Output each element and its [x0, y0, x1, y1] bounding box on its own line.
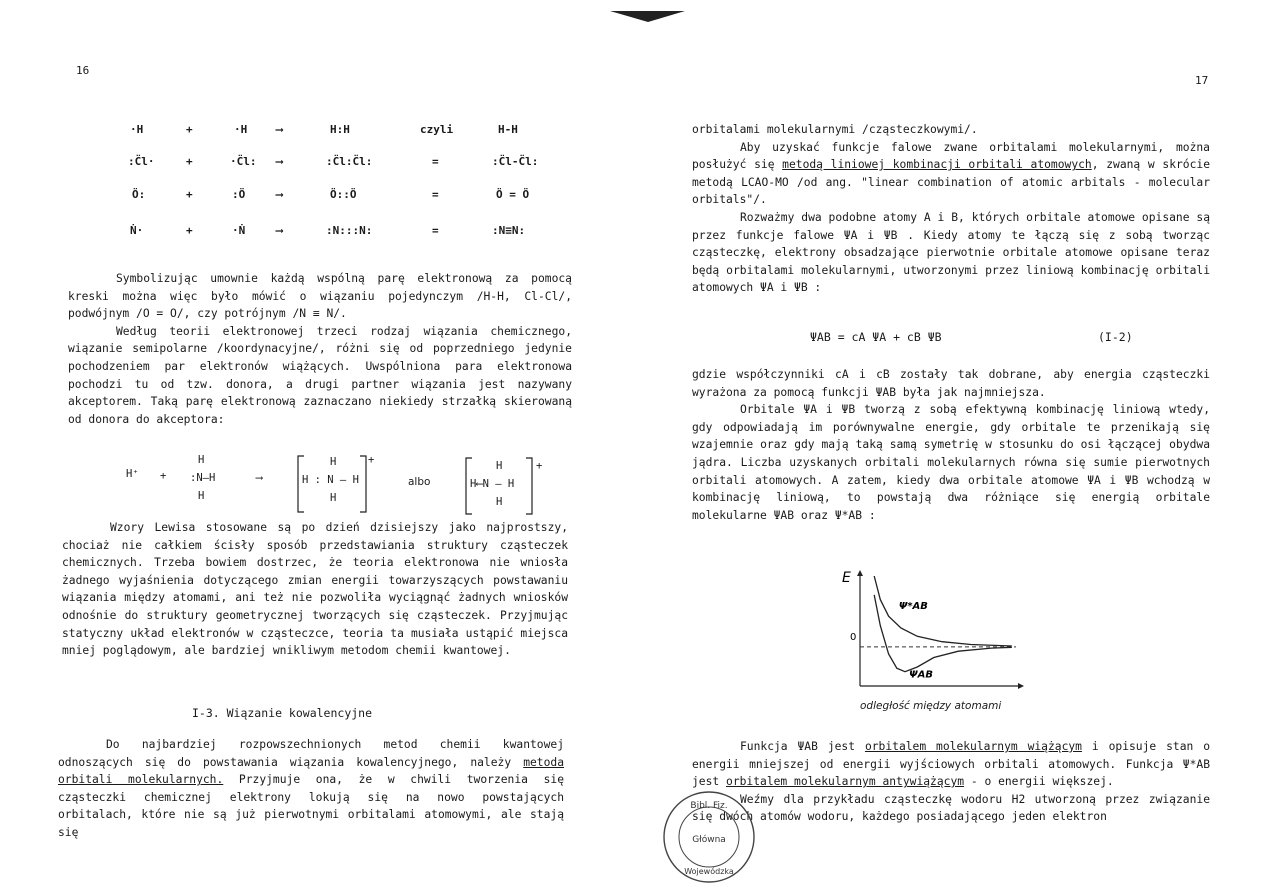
- atom-label: H: [198, 490, 205, 502]
- equiv-word: czyli: [420, 123, 454, 136]
- y-axis-label: E: [842, 570, 851, 586]
- lcao-equation: ΨAB = cA ΨA + cB ΨB: [810, 330, 942, 344]
- paragraph-text: i opisuje stan o energii mniejszej od energii wyjściowych orbitali atomowych. Funkcja Ψ*AB jest: [692, 740, 1211, 789]
- left-paragraph-1: [68, 270, 572, 428]
- product-lewis: Ö::Ö: [330, 188, 357, 201]
- paragraph-text: Według teorii elektronowej trzeci rodzaj wiązania chemicznego, wiązanie semipolarne /koordynacyjne/, różni się od poprzedniego jedynie pochodzeniem par elektronów wiążących. Uwspólniona para elektronowa pochodzi tu od tzw. donora, a drugi partner wiązania jest nazywany akceptorem. Taką parę elektronową zaznaczano niekiedy strzałką skierowaną od donora do akceptora:: [68, 324, 572, 426]
- figure-caption: odległość między atomami: [860, 700, 1002, 712]
- reactant-a: ·H: [130, 123, 144, 136]
- paragraph-text: Weźmy dla przykładu cząsteczkę wodoru H2 utworzoną przez związanie się dwóch atomów wodoru, każdego posiadającego jeden elektron: [692, 792, 1210, 824]
- reactant-b: ·C̈l:: [230, 155, 257, 168]
- charge-sign: +: [536, 460, 543, 472]
- product-lewis: :N:::N:: [326, 224, 373, 237]
- reaction-arrow: ⟶: [276, 155, 283, 168]
- x-axis-arrow: [1018, 683, 1024, 689]
- antibonding-label: Ψ*AB: [898, 601, 928, 613]
- equiv-sign: =: [432, 188, 439, 201]
- library-stamp: [660, 788, 758, 886]
- charge-sign: +: [368, 454, 375, 466]
- equiv-sign: =: [432, 224, 439, 237]
- product-dash: :C̈l-C̈l:: [492, 155, 539, 168]
- paragraph-text: gdzie współczynniki cA i cB zostały tak dobrane, aby energia cząsteczki wyrażona za pomocą funkcji ΨAB była jak najmniejsza.: [692, 368, 1210, 399]
- right-paragraph-2: [692, 366, 1210, 524]
- antibonding-curve: [874, 576, 1012, 646]
- right-page: [630, 0, 1263, 893]
- equation-number: (I-2): [1098, 330, 1133, 344]
- product-dash: Ö = Ö: [496, 188, 530, 201]
- y-tick-zero: 0: [850, 632, 857, 643]
- stamp-text: Główna: [692, 835, 726, 845]
- plus-sign: +: [160, 470, 167, 482]
- underlined-term: orbitalem molekularnym wiążącym: [864, 740, 1082, 753]
- plus-sign: +: [186, 188, 193, 201]
- paragraph-text: - o energii większej.: [964, 775, 1114, 789]
- paragraph-text: Aby uzyskać funkcje falowe zwane orbitalami molekularnymi, można posłużyć się: [692, 140, 1210, 172]
- paragraph-text: Wzory Lewisa stosowane są po dzień dzisiejszy jako najprostszy, chociaż nie całkiem ścisły sposób przedstawiania struktury cząsteczek chemicznych. Trzeba bowiem dostrzec, że teoria elektronowa nie wniosła żadnego wyjaśnienia dotyczącego zmian energii towarzyszących powstawaniu wiązania między atomami, ani też nie pozwoliła wyciągnąć żadnych wniosków odnośnie do struktury geometrycznej tworzących się cząsteczek. Przyjmując statyczny układ elektronów w cząsteczce, teoria ta musiała ustąpić miejsca mniej poglądowym, ale bardziej wnikliwym metodom chemii kwantowej.: [62, 521, 568, 658]
- product-dash: :N≡N:: [492, 224, 526, 237]
- underlined-term: metodą liniowej kombinacji orbitali atomowych: [782, 158, 1092, 172]
- left-paragraph-4: [58, 736, 564, 842]
- section-heading: I-3. Wiązanie kowalencyjne: [192, 706, 373, 720]
- plus-sign: +: [186, 155, 193, 168]
- reaction-arrow: ⟶: [276, 123, 283, 136]
- paragraph-text: Orbitale ΨA i ΨB tworzą z sobą efektywną kombinację liniową wtedy, gdy odpowiadają im porównywalne energie, gdy orbitale te przenikają się wzajemnie oraz gdy mają taką samą symetrię w stosunku do osi łączącej obydwa jądra. Liczba uzyskanych orbitali molekularnych równa się sumie pierwotnych orbitali atomowych. A zatem, kiedy dwa orbitale atomowe ΨA i ΨB wchodzą w kombinację liniową, to powstają dwa różniące się energią orbitale molekularne ΨAB oraz Ψ*AB :: [692, 403, 1210, 522]
- product-dash: H-H: [498, 123, 518, 136]
- atom-label: H: [496, 460, 503, 472]
- reaction-arrow: ⟶: [276, 224, 283, 237]
- atom-label: H: [330, 456, 337, 468]
- equiv-sign: =: [432, 155, 439, 168]
- paragraph-text: Rozważmy dwa podobne atomy A i B, których orbitale atomowe opisane są przez funkcje falowe ΨA i ΨB . Kiedy atomy te łączą się z sobą tworząc cząsteczkę, elektrony obsadzające pierwotnie orbitale atomowe opisane teraz będą orbitalami molekularnymi, utworzonymi przez liniową kombinację orbitali atomowych ΨA i ΨB :: [692, 210, 1210, 295]
- ammonium-formula: H : N — H: [302, 474, 359, 486]
- reaction-arrow: ⟶: [276, 188, 283, 201]
- paragraph-text: Do najbardziej rozpowszechnionych metod chemii kwantowej odnoszących się do powstawania wiązania kowalencyjnego, należy: [58, 738, 564, 769]
- right-paragraph-1: [692, 121, 1210, 297]
- paragraph-text: Przyjmuje ona, że w chwili tworzenia się cząsteczki chemicznej elektrony lokują się na nowo powstających orbitalach, które nie są już pierwotnymi orbitalami atomowymi, ale stają się: [58, 773, 564, 839]
- paragraph-text: Symbolizując umownie każdą wspólną parę elektronową za pomocą kreski można więc było mówić o wiązaniu pojedynczym /H-H, Cl-Cl/, podwójnym /O = O/, czy potrójnym /N ≡ N/.: [68, 272, 572, 321]
- right-paragraph-3: [692, 738, 1210, 826]
- atom-label: H: [198, 454, 205, 466]
- energy-curve-chart: [838, 568, 1028, 698]
- atom-label: H: [496, 496, 503, 508]
- left-page: [0, 0, 620, 893]
- left-page-number: 16: [76, 64, 90, 77]
- underlined-term: metoda orbitali molekularnych.: [58, 755, 564, 787]
- paragraph-text: orbitalami molekularnymi /cząsteczkowymi/.: [692, 123, 978, 136]
- atom-label: H: [330, 492, 337, 504]
- reactant-b: ·Ṅ: [232, 224, 246, 237]
- reactant-b: :Ö: [232, 188, 246, 201]
- right-page-number: 17: [1195, 74, 1209, 87]
- stamp-text: Bibl. Fiz.: [690, 801, 728, 811]
- left-paragraph-3: [62, 519, 568, 660]
- reaction-arrow: ⟶: [256, 472, 263, 484]
- product-lewis: :C̈l:C̈l:: [326, 155, 373, 168]
- paragraph-text: Funkcja ΨAB jest: [740, 740, 865, 753]
- bonding-label: ΨAB: [909, 669, 933, 681]
- underlined-term: orbitalem molekularnym antywiążącym: [726, 775, 965, 789]
- ammonia-formula: :N—H: [190, 472, 216, 484]
- stamp-text: Wojewódzka: [684, 867, 734, 876]
- ammonium-arrow-formula: H⟵N — H: [470, 478, 515, 490]
- bonding-curve: [874, 595, 1012, 672]
- reactant-a: Ö:: [132, 188, 146, 201]
- proton: H⁺: [126, 468, 139, 480]
- reactant-b: ·H: [234, 123, 248, 136]
- reactant-a: :C̈l·: [128, 155, 155, 168]
- plus-sign: +: [186, 224, 193, 237]
- alternative-word: albo: [408, 476, 431, 488]
- reactant-a: Ṅ·: [130, 224, 144, 237]
- product-lewis: H:H: [330, 123, 350, 136]
- paragraph-text: , zwaną w skrócie metodą LCAO-MO /od ang. "linear combination of atomic arbitals - molecular orbitals"/.: [692, 158, 1211, 207]
- plus-sign: +: [186, 123, 193, 136]
- y-axis-arrow: [857, 570, 863, 576]
